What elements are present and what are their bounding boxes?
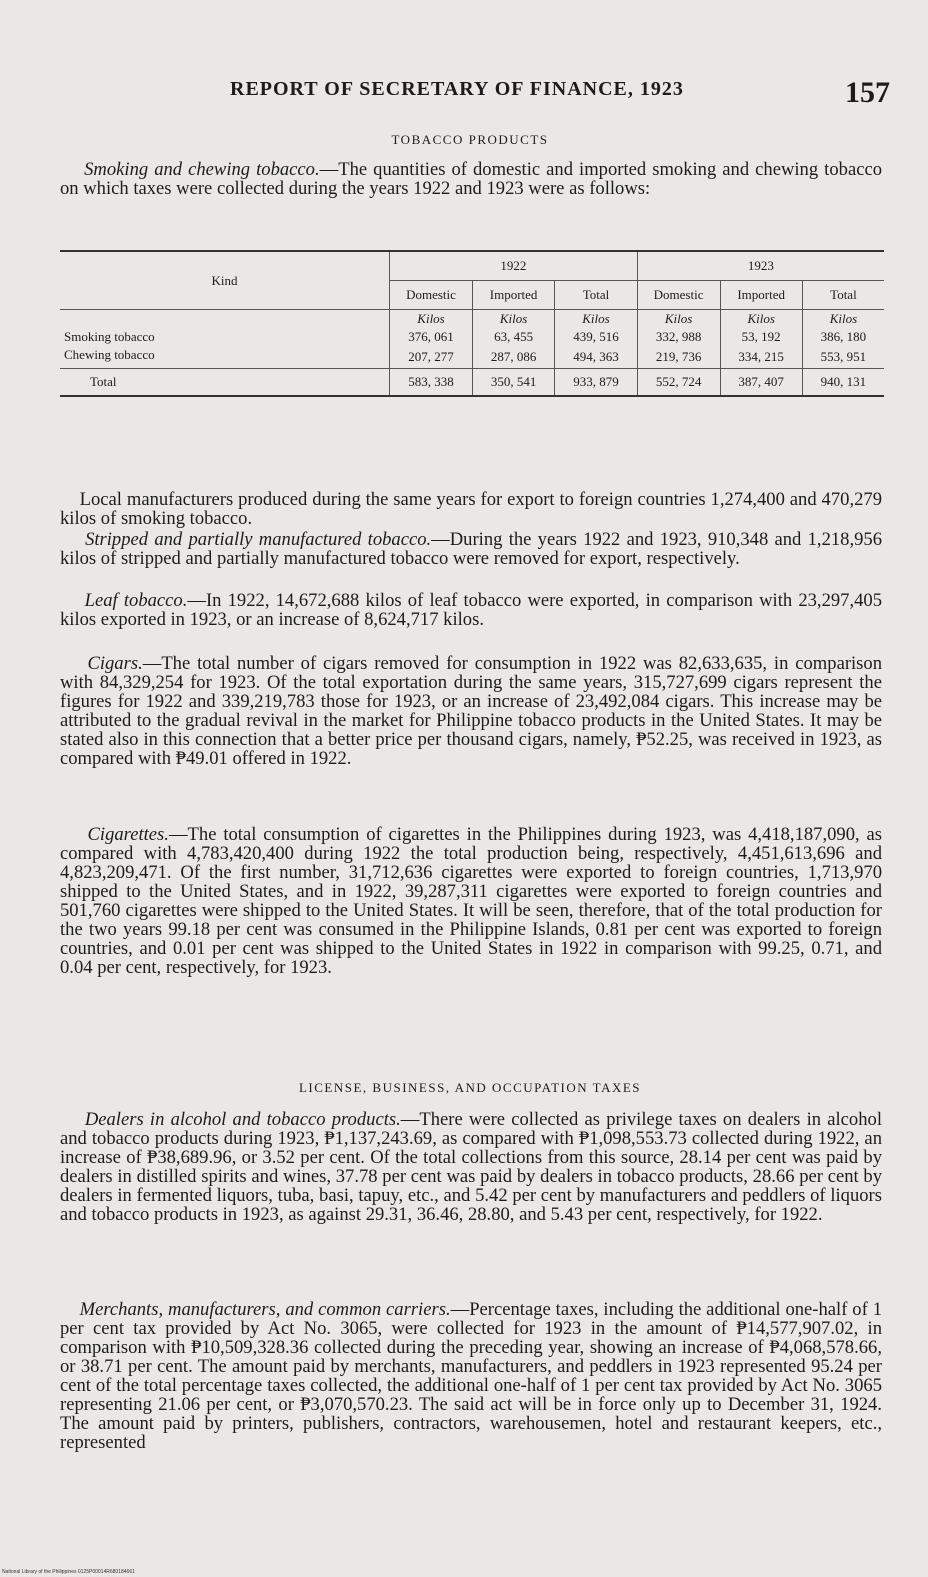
unit-label: Kilos [555, 310, 637, 329]
col-imported-1923: Imported [720, 281, 802, 310]
year-1923-header: 1923 [637, 252, 884, 281]
table-cell: 219, 736 [637, 346, 720, 369]
table-cell: 439, 516 [555, 328, 637, 346]
table-cell: 494, 363 [555, 346, 637, 369]
section-title-tobacco: TOBACCO PRODUCTS [391, 132, 549, 147]
paragraph-lead: Cigarettes. [87, 824, 169, 845]
total-cell: 940, 131 [802, 369, 884, 396]
paragraph-cigars [60, 654, 882, 768]
unit-row [60, 310, 884, 329]
table-cell: 334, 215 [720, 346, 802, 369]
table-cell: 376, 061 [390, 328, 473, 346]
paragraph-text: —The total consumption of cigarettes in the Philippines during 1923, was 4,418,187,090, as compared with 4,783,420,400 during 1922 the total production being, respectively, 4,451,613,696 and 4,823,209,471. Of the first number, 31,712,636 cigarettes were exported to foreign countries, 1,713,970 shipped to the United States, and in 1922, 39,287,311 cigarettes were exported to foreign countries and 501,760 cigarettes were shipped to the United States. It will be seen, therefore, that of the total production for the two years 99.18 per cent was consumed in the Philippine Islands, 0.81 per cent was exported to foreign countries, and 0.01 per cent was shipped to the United States in 1922 in comparison with 99.25, 0.71, and 0.04 per cent, respectively, for 1923. [60, 824, 883, 978]
total-cell: 583, 338 [390, 369, 473, 396]
table-row [60, 346, 884, 369]
paragraph-leaf-tobacco [60, 591, 882, 629]
col-domestic-1923: Domestic [637, 281, 720, 310]
unit-label: Kilos [802, 310, 884, 329]
paragraph-lead: Leaf tobacco. [84, 590, 188, 611]
paragraph-text: —In 1922, 14,672,688 kilos of leaf tobacco were exported, in comparison with 23,297,405 kilos exported in 1923, or an increase of 8,624,717 kilos. [60, 590, 883, 630]
total-cell: 933, 879 [555, 369, 637, 396]
page-number: 157 [845, 76, 890, 109]
intro-paragraph [60, 160, 882, 198]
paragraph-text: —Percentage taxes, including the additional one-half of 1 per cent tax provided by Act No. 3065, were collected for 1923 in the amount of ₱14,577,907.02, in comparison with ₱10,509,328.36 collected during the preceding year, showing an increase of ₱4,068,578.66, or 38.71 per cent. The amount paid by merchants, manufacturers, and peddlers in 1923 represented 95.24 per cent of the total percentage taxes collected, the additional one-half of 1 per cent tax provided by Act No. 3065 representing 21.06 per cent, or ₱3,070,570.23. The said act will be in force only up to December 31, 1924. The amount paid by printers, publishers, contractors, warehousemen, hotel and restaurant keepers, etc., represented [60, 1299, 882, 1453]
section-title-license: LICENSE, BUSINESS, AND OCCUPATION TAXES [298, 1080, 642, 1095]
intro-lead: Smoking and chewing tobacco. [84, 159, 320, 180]
table-cell: 553, 951 [802, 346, 884, 369]
unit-label: Kilos [637, 310, 720, 329]
col-imported-1922: Imported [472, 281, 554, 310]
paragraph-text: —The total number of cigars removed for consumption in 1922 was 82,633,635, in comparison with 84,329,254 for 1923. Of the total exportation during the same years, 315,727,699 cigars represent the figures for 1922 and 339,219,783 those for 1923, or an increase of 23,492,084 cigars. This increase may be attributed to the gradual revival in the market for Philippine tobacco products in the United States. It may be stated also in this connection that a better price per thousand cigars, namely, ₱52.25, was received in 1923, as compared with ₱49.01 offered in 1922. [60, 653, 883, 769]
kind-header: Kind [60, 252, 390, 310]
paragraph-dealers [60, 1110, 882, 1224]
paragraph-lead: Stripped and partially manufactured tobacco. [85, 529, 432, 550]
total-cell: 552, 724 [637, 369, 720, 396]
col-domestic-1922: Domestic [390, 281, 473, 310]
running-head: REPORT OF SECRETARY OF FINANCE, 1923 [230, 78, 684, 100]
table-cell: 287, 086 [472, 346, 554, 369]
intro-text: —The quantities of domestic and imported smoking and chewing tobacco on which taxes were collected during the years 1922 and 1923 were as follows: [60, 159, 883, 199]
row-kind: Chewing tobacco [64, 347, 155, 362]
scan-footer: National Library of the Philippines 0125P00014R680184661 [2, 1569, 135, 1575]
col-total-1923: Total [802, 281, 884, 310]
paragraph-text: —During the years 1922 and 1923, 910,348 and 1,218,956 kilos of stripped and partially manufactured tobacco were removed for export, respectively. [60, 529, 882, 569]
row-kind: Smoking tobacco [64, 329, 155, 344]
unit-label: Kilos [472, 310, 554, 329]
unit-label: Kilos [390, 310, 473, 329]
table-cell: 53, 192 [720, 328, 802, 346]
paragraph-local-manufacturers [60, 490, 882, 528]
tobacco-table [60, 250, 884, 397]
paragraph-cigarettes [60, 825, 882, 977]
paragraph-lead: Merchants, manufacturers, and common carriers. [79, 1299, 451, 1320]
paragraph-text: Local manufacturers produced during the same years for export to foreign countries 1,274,400 and 470,279 kilos of smoking tobacco. [60, 489, 882, 529]
table-cell: 63, 455 [472, 328, 554, 346]
total-label: Total [60, 369, 390, 396]
table-cell: 207, 277 [390, 346, 473, 369]
paragraph-text: —There were collected as privilege taxes on dealers in alcohol and tobacco products during 1923, ₱1,137,243.69, as compared with ₱1,098,553.73 collected during 1922, an increase of ₱38,689.96, or 3.52 per cent. Of the total collections from this source, 28.14 per cent was paid by dealers in distilled spirits and wines, 37.78 per cent was paid by dealers in tobacco products, 28.66 per cent by dealers in fermented liquors, tuba, basi, tapuy, etc., and 5.42 per cent by manufacturers and peddlers of liquors and tobacco products in 1923, as against 29.31, 36.46, 28.80, and 5.43 per cent, respectively, for 1922. [60, 1109, 882, 1225]
total-cell: 350, 541 [472, 369, 554, 396]
total-row [60, 369, 884, 396]
table-row [60, 328, 884, 346]
paragraph-lead: Cigars. [87, 653, 143, 674]
unit-label: Kilos [720, 310, 802, 329]
total-cell: 387, 407 [720, 369, 802, 396]
document-page [50, 60, 890, 1560]
paragraph-merchants [60, 1300, 882, 1452]
paragraph-stripped-tobacco [60, 530, 882, 568]
table-cell: 386, 180 [802, 328, 884, 346]
paragraph-lead: Dealers in alcohol and tobacco products. [84, 1109, 401, 1130]
year-1922-header: 1922 [390, 252, 638, 281]
table-cell: 332, 988 [637, 328, 720, 346]
col-total-1922: Total [555, 281, 637, 310]
